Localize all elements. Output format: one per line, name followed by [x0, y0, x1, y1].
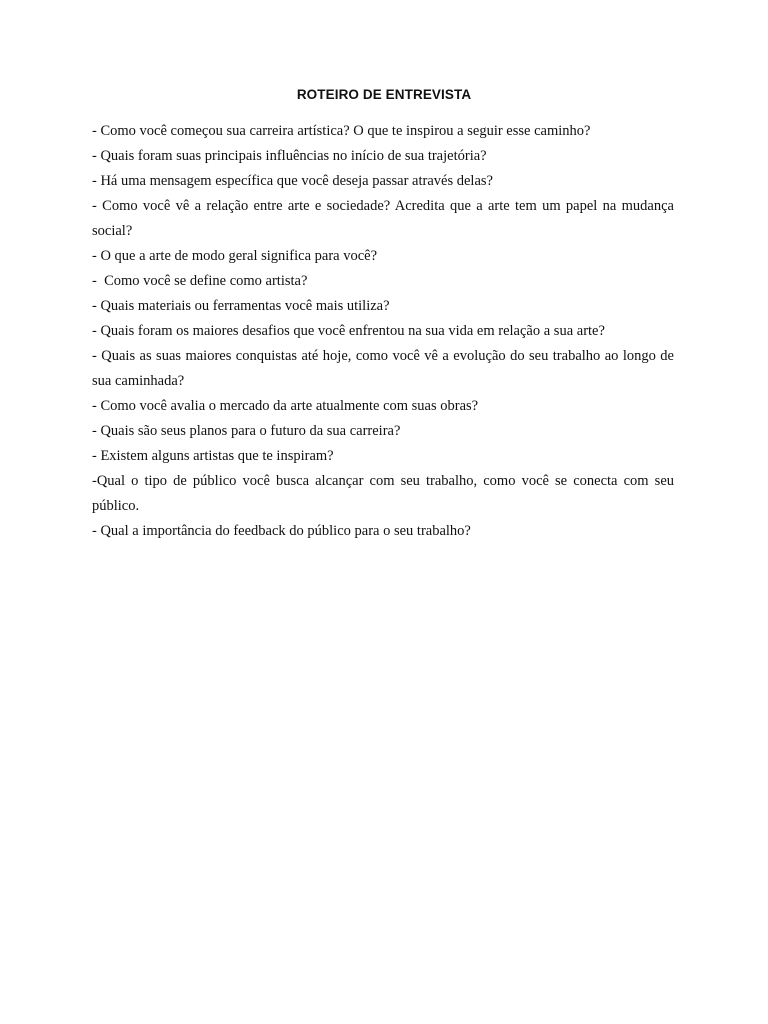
question-item: - O que a arte de modo geral significa para você? — [92, 248, 378, 264]
document-title: ROTEIRO DE ENTREVISTA — [296, 87, 472, 102]
question-item: - Quais materiais ou ferramentas você mais utiliza? — [92, 298, 390, 314]
question-item: - Quais as suas maiores conquistas até hoje, como você vê a evolução do seu trabalho ao longo de sua caminhada? — [92, 348, 678, 389]
question-list — [92, 119, 678, 544]
question-item: - Existem alguns artistas que te inspiram? — [92, 448, 334, 464]
question-item: - Como você avalia o mercado da arte atualmente com suas obras? — [92, 398, 479, 414]
question-item: - Como você se define como artista? — [92, 273, 308, 289]
question-item: - Qual a importância do feedback do público para o seu trabalho? — [92, 523, 471, 539]
question-item: - Há uma mensagem específica que você deseja passar através delas? — [92, 173, 493, 189]
question-item: - Quais foram os maiores desafios que você enfrentou na sua vida em relação a sua arte? — [92, 323, 605, 339]
question-item: - Como você vê a relação entre arte e sociedade? Acredita que a arte tem um papel na mudança social? — [92, 198, 678, 239]
question-item: - Como você começou sua carreira artística? O que te inspirou a seguir esse caminho? — [92, 123, 591, 139]
question-item: -Qual o tipo de público você busca alcançar com seu trabalho, como você se conecta com seu público. — [92, 473, 678, 514]
question-item: - Quais são seus planos para o futuro da sua carreira? — [92, 423, 401, 439]
question-item: - Quais foram suas principais influências no início de sua trajetória? — [92, 148, 487, 164]
